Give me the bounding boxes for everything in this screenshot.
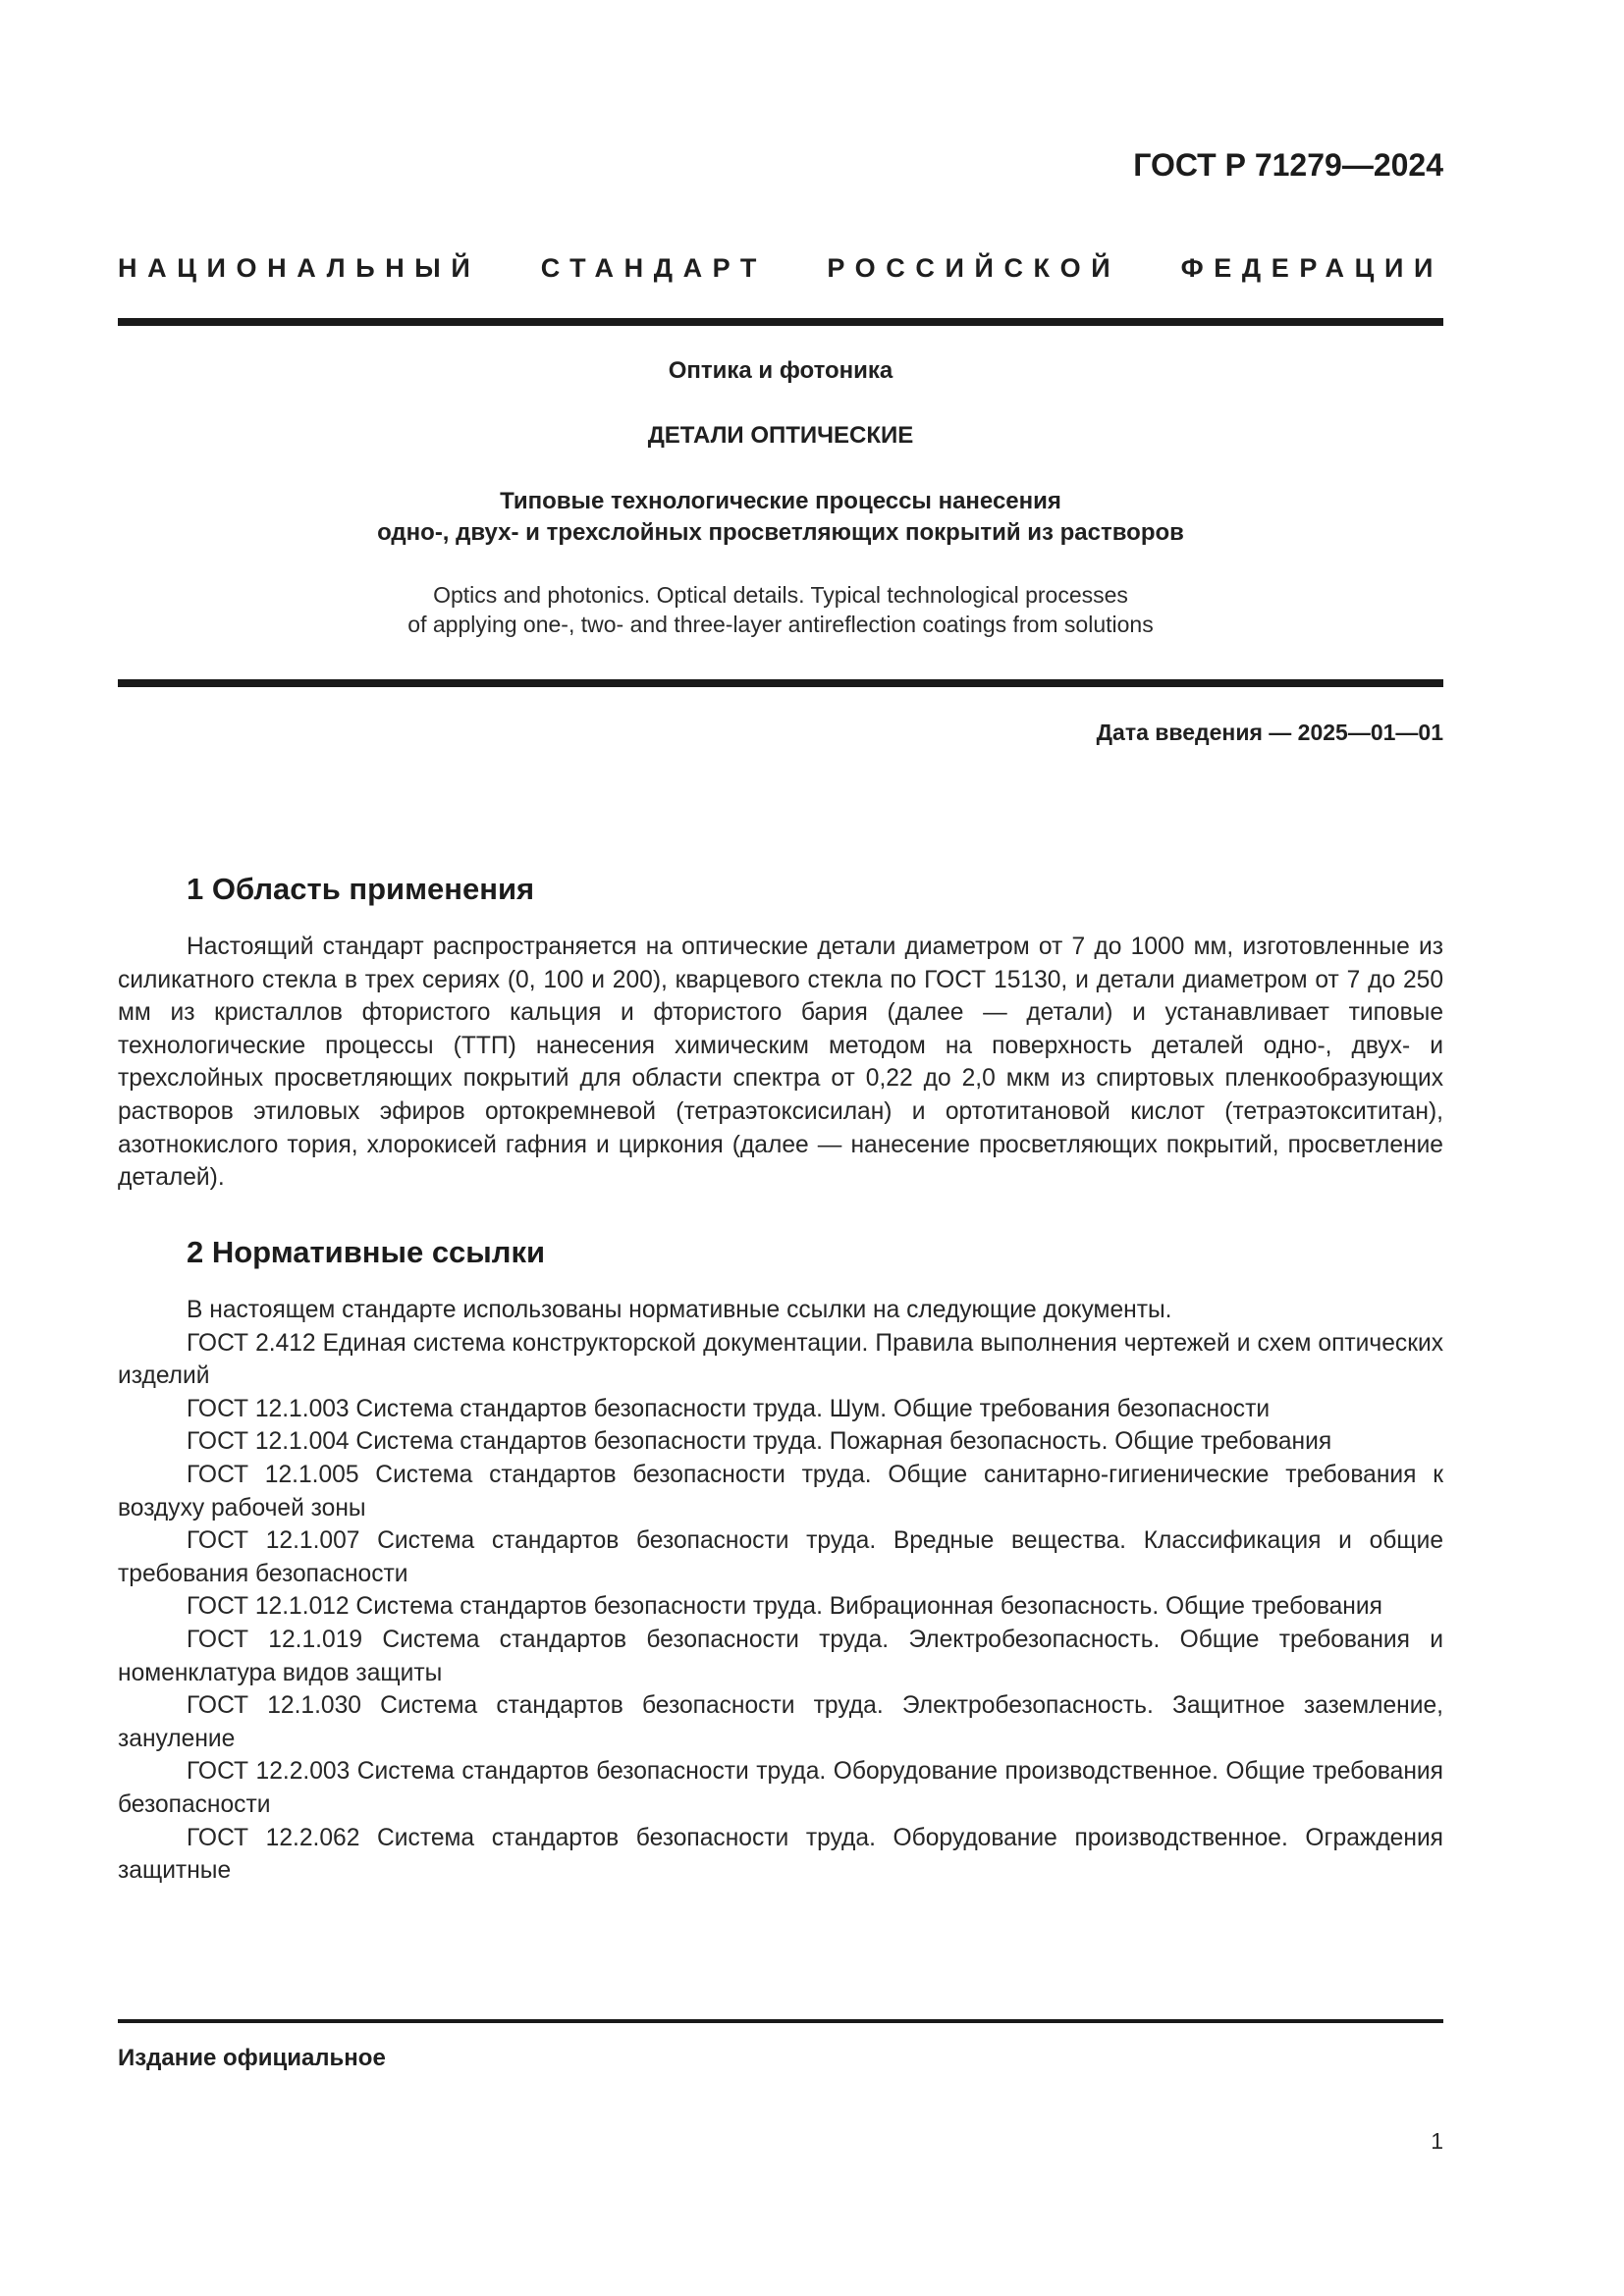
title-area: Оптика и фотоника [668, 357, 893, 384]
reference-item: ГОСТ 12.1.003 Система стандартов безопасности труда. Шум. Общие требования безопасности [187, 1395, 1271, 1422]
reference-item: ГОСТ 12.1.019 Система стандартов безопасности труда. Электробезопасность. Общие требования и номенклатура видов защиты [118, 1626, 1443, 1686]
section-1-body [118, 931, 1443, 1195]
top-divider [118, 318, 1443, 326]
section-2-body [118, 1294, 1443, 1888]
introduction-date: Дата введения — 2025—01—01 [1096, 720, 1443, 745]
reference-item: ГОСТ 12.1.007 Система стандартов безопасности труда. Вредные вещества. Классификация и общие требования безопасности [118, 1527, 1443, 1587]
reference-item: ГОСТ 12.1.030 Система стандартов безопасности труда. Электробезопасность. Защитное заземление, зануление [118, 1692, 1443, 1752]
footer-divider [118, 2019, 1443, 2023]
title-main: ДЕТАЛИ ОПТИЧЕСКИЕ [647, 422, 914, 449]
national-standard-banner: НАЦИОНАЛЬНЫЙ СТАНДАРТ РОССИЙСКОЙ ФЕДЕРАЦИИ [118, 253, 1443, 283]
reference-item: ГОСТ 12.1.012 Система стандартов безопасности труда. Вибрационная безопасность. Общие требования [187, 1593, 1382, 1621]
reference-item: ГОСТ 2.412 Единая система конструкторской документации. Правила выполнения чертежей и схем оптических изделий [118, 1329, 1443, 1390]
reference-item: ГОСТ 12.2.003 Система стандартов безопасности труда. Оборудование производственное. Общие требования безопасности [118, 1758, 1443, 1818]
section-1-paragraph: Настоящий стандарт распространяется на оптические детали диаметром от 7 до 1000 мм, изготовленные из силикатного стекла в трех сериях (0, 100 и 200), кварцевого стекла по ГОСТ 15130, и детали диаметром от 7 до 250 мм из кристаллов фтористого кальция и фтористого бария (далее — детали) и устанавливает типовые технологические процессы (ТТП) нанесения химическим методом на поверхность деталей одно-, двух- и трехслойных просветляющих покрытий для области спектра от 0,22 до 2,0 мкм из спиртовых пленкообразующих растворов этиловых эфиров ортокремневой (тетраэтоксисилан) и ортотитановой кислот (тетраэтоксититан), азотнокислого тория, хлорокисей гафния и циркония (далее — нанесение просветляющих покрытий, просветление деталей). [118, 934, 1443, 1192]
references-intro: В настоящем стандарте использованы нормативные ссылки на следующие документы. [187, 1297, 1172, 1323]
section-2-heading: 2 Нормативные ссылки [187, 1235, 546, 1269]
title-english [118, 580, 1443, 639]
title-divider [118, 679, 1443, 687]
title-english-line-1: Optics and photonics. Optical details. Typical technological processes [433, 582, 1128, 608]
page-number: 1 [1431, 2128, 1443, 2154]
title-english-line-2: of applying one-, two- and three-layer antireflection coatings from solutions [407, 612, 1154, 637]
standard-designation: ГОСТ Р 71279—2024 [1133, 147, 1443, 183]
reference-item: ГОСТ 12.1.004 Система стандартов безопасности труда. Пожарная безопасность. Общие требования [187, 1428, 1332, 1456]
reference-item: ГОСТ 12.1.005 Система стандартов безопасности труда. Общие санитарно-гигиенические требования к воздуху рабочей зоны [118, 1461, 1443, 1522]
section-1-heading: 1 Область применения [187, 872, 535, 906]
title-sub-line-1: Типовые технологические процессы нанесения [500, 488, 1061, 514]
title-sub-line-2: одно-, двух- и трехслойных просветляющих покрытий из растворов [377, 519, 1184, 546]
official-edition-label: Издание официальное [118, 2045, 386, 2071]
reference-item: ГОСТ 12.2.062 Система стандартов безопасности труда. Оборудование производственное. Ограждения защитные [118, 1824, 1443, 1885]
title-sub [118, 486, 1443, 549]
